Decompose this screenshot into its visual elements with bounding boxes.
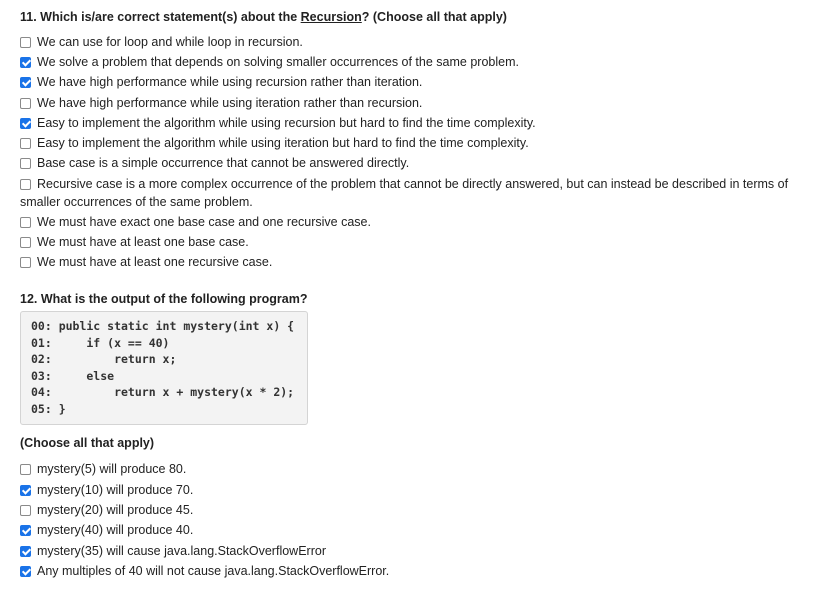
option-label: We can use for loop and while loop in recursion. bbox=[37, 35, 303, 49]
checkbox-unchecked[interactable] bbox=[20, 237, 31, 248]
option-item[interactable] bbox=[20, 114, 815, 132]
code-line: 03: else bbox=[31, 368, 115, 383]
option-item[interactable] bbox=[20, 233, 815, 251]
checkbox-checked[interactable] bbox=[20, 566, 31, 577]
option-item[interactable] bbox=[20, 481, 815, 499]
option-item[interactable] bbox=[20, 33, 815, 51]
option-item[interactable] bbox=[20, 542, 815, 560]
question-12-title: 12. What is the output of the following program? bbox=[20, 292, 308, 306]
option-item[interactable] bbox=[20, 460, 815, 478]
option-label: Easy to implement the algorithm while using iteration but hard to find the time complexity. bbox=[37, 136, 529, 150]
option-item[interactable] bbox=[20, 53, 815, 71]
code-line: 02: return x; bbox=[31, 352, 177, 367]
option-item[interactable] bbox=[20, 154, 815, 172]
option-label: mystery(20) will produce 45. bbox=[37, 503, 194, 517]
question-12-subtitle: (Choose all that apply) bbox=[20, 436, 155, 450]
option-label: mystery(40) will produce 40. bbox=[37, 523, 194, 537]
option-label: We must have at least one base case. bbox=[37, 235, 249, 249]
option-label: Any multiples of 40 will not cause java.lang.StackOverflowError. bbox=[37, 564, 390, 578]
option-item[interactable] bbox=[20, 521, 815, 539]
checkbox-checked[interactable] bbox=[20, 77, 31, 88]
option-label: Base case is a simple occurrence that cannot be answered directly. bbox=[37, 156, 410, 170]
checkbox-checked[interactable] bbox=[20, 485, 31, 496]
question-11-title-suffix: ? (Choose all that apply) bbox=[361, 10, 507, 24]
option-label: mystery(35) will cause java.lang.StackOverflowError bbox=[37, 544, 326, 558]
option-label: Recursive case is a more complex occurrence of the problem that cannot be directly answered, but can instead be described in terms of smaller occurrences of the same problem. bbox=[20, 177, 789, 209]
option-item[interactable] bbox=[20, 562, 815, 580]
question-11-title-prefix: 11. Which is/are correct statement(s) about the bbox=[20, 10, 301, 24]
option-label: We must have at least one recursive case. bbox=[37, 255, 273, 269]
option-item[interactable] bbox=[20, 175, 815, 211]
option-item[interactable] bbox=[20, 134, 815, 152]
option-item[interactable] bbox=[20, 253, 815, 271]
checkbox-unchecked[interactable] bbox=[20, 464, 31, 475]
checkbox-unchecked[interactable] bbox=[20, 37, 31, 48]
option-label: We solve a problem that depends on solving smaller occurrences of the same problem. bbox=[37, 55, 519, 69]
option-item[interactable] bbox=[20, 94, 815, 112]
code-line: 00: public static int mystery(int x) { bbox=[31, 319, 295, 333]
code-line: 04: return x + mystery(x * 2); bbox=[31, 385, 295, 400]
option-item[interactable] bbox=[20, 213, 815, 231]
option-label: We have high performance while using iteration rather than recursion. bbox=[37, 96, 423, 110]
option-item[interactable] bbox=[20, 501, 815, 519]
checkbox-checked[interactable] bbox=[20, 118, 31, 129]
checkbox-unchecked[interactable] bbox=[20, 98, 31, 109]
checkbox-unchecked[interactable] bbox=[20, 505, 31, 516]
option-label: mystery(10) will produce 70. bbox=[37, 483, 194, 497]
option-label: We have high performance while using recursion rather than iteration. bbox=[37, 75, 423, 89]
option-label: We must have exact one base case and one recursive case. bbox=[37, 215, 371, 229]
checkbox-unchecked[interactable] bbox=[20, 217, 31, 228]
checkbox-checked[interactable] bbox=[20, 57, 31, 68]
recursion-term: Recursion bbox=[300, 10, 362, 24]
option-item[interactable] bbox=[20, 73, 815, 91]
checkbox-unchecked[interactable] bbox=[20, 179, 31, 190]
question-11-title bbox=[20, 10, 507, 24]
checkbox-unchecked[interactable] bbox=[20, 158, 31, 169]
code-block bbox=[20, 311, 308, 425]
checkbox-unchecked[interactable] bbox=[20, 138, 31, 149]
checkbox-checked[interactable] bbox=[20, 525, 31, 536]
option-label: Easy to implement the algorithm while using recursion but hard to find the time complexity. bbox=[37, 116, 536, 130]
checkbox-unchecked[interactable] bbox=[20, 257, 31, 268]
option-label: mystery(5) will produce 80. bbox=[37, 462, 187, 476]
checkbox-checked[interactable] bbox=[20, 546, 31, 557]
code-line: 01: if (x == 40) bbox=[31, 335, 170, 350]
code-line: 05: } bbox=[31, 401, 66, 416]
